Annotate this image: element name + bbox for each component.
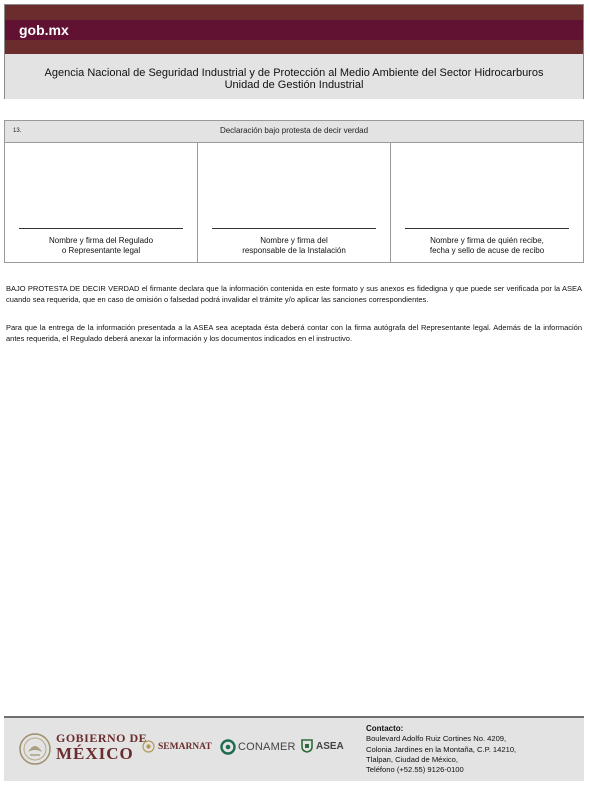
semarnat-emblem-icon — [142, 740, 155, 753]
header-title-block — [5, 54, 583, 99]
signature-caption — [5, 236, 197, 256]
section-number: 13. — [13, 128, 22, 134]
conamer-emblem-icon — [220, 739, 236, 755]
conamer-logo — [220, 739, 296, 755]
mexico-coat-of-arms-icon — [18, 732, 52, 766]
caption-line: fecha y sello de acuse de recibo — [429, 246, 545, 255]
header-bar-bottom — [5, 40, 583, 54]
gobierno-de-mexico-logo — [56, 732, 147, 763]
declaration-section — [4, 120, 584, 263]
signature-caption — [391, 236, 583, 256]
semarnat-logo — [142, 740, 212, 753]
contact-block — [366, 724, 516, 775]
asea-shield-icon — [301, 739, 313, 753]
signature-box-responsable[interactable] — [198, 143, 391, 263]
gobmx-logo[interactable]: gob.mx — [19, 22, 69, 38]
section-title: Declaración bajo protesta de decir verdad — [219, 126, 369, 135]
signature-box-regulado[interactable] — [5, 143, 198, 263]
signature-box-receptor[interactable] — [391, 143, 583, 263]
caption-line: responsable de la Instalación — [242, 246, 346, 255]
contact-address-line: Colonia Jardines en la Montaña, C.P. 14210, — [366, 744, 517, 754]
gob-logo-line2: MÉXICO — [56, 744, 134, 763]
contact-title: Contacto: — [366, 724, 404, 733]
caption-line: o Representante legal — [61, 246, 141, 255]
contact-address-line: Boulevard Adolfo Ruiz Cortines No. 4209, — [366, 734, 507, 744]
gob-logo-line1: GOBIERNO DE — [56, 731, 148, 745]
signature-caption — [198, 236, 390, 256]
signature-line — [212, 228, 376, 229]
header-bar-top — [5, 5, 583, 20]
agency-name: Agencia Nacional de Seguridad Industrial y de Protección al Medio Ambiente del Sector Hidrocarburos — [44, 67, 544, 79]
signature-row — [5, 143, 583, 263]
signature-line — [19, 228, 183, 229]
header-bar-brand — [5, 20, 583, 40]
signature-line — [405, 228, 569, 229]
instructions-paragraph: Para que la entrega de la información presentada a la ASEA sea aceptada ésta deberá contar con la firma autógrafa del Representante legal. Además de la información antes requerida, el Regulado deberá anexar la información y los documentos indicados en el instructivo. — [6, 323, 582, 343]
section-header — [5, 121, 583, 143]
declaration-paragraph: BAJO PROTESTA DE DECIR VERDAD el firmante declara que la información contenida en este formato y sus anexos es fidedigna y que puede ser verificada por la ASEA cuando sea requerida, que en caso de omisión o falsedad podrá invalidar el trámite y/o aplicar las sanciones correspondientes. — [6, 284, 582, 304]
asea-label: ASEA — [316, 740, 344, 752]
page-header — [4, 4, 584, 99]
page-footer — [4, 716, 584, 781]
contact-address-line: Tlalpan, Ciudad de México, — [366, 754, 459, 764]
conamer-label: CONAMER — [238, 741, 296, 753]
caption-line: Nombre y firma del Regulado — [48, 236, 154, 245]
caption-line: Nombre y firma de quién recibe, — [430, 236, 544, 245]
semarnat-label: SEMARNAT — [158, 741, 212, 752]
caption-line: Nombre y firma del — [260, 236, 328, 245]
unit-name: Unidad de Gestión Industrial — [224, 79, 364, 91]
contact-phone[interactable]: Teléfono (+52.55) 9126-0100 — [366, 765, 464, 775]
asea-logo — [301, 739, 344, 753]
